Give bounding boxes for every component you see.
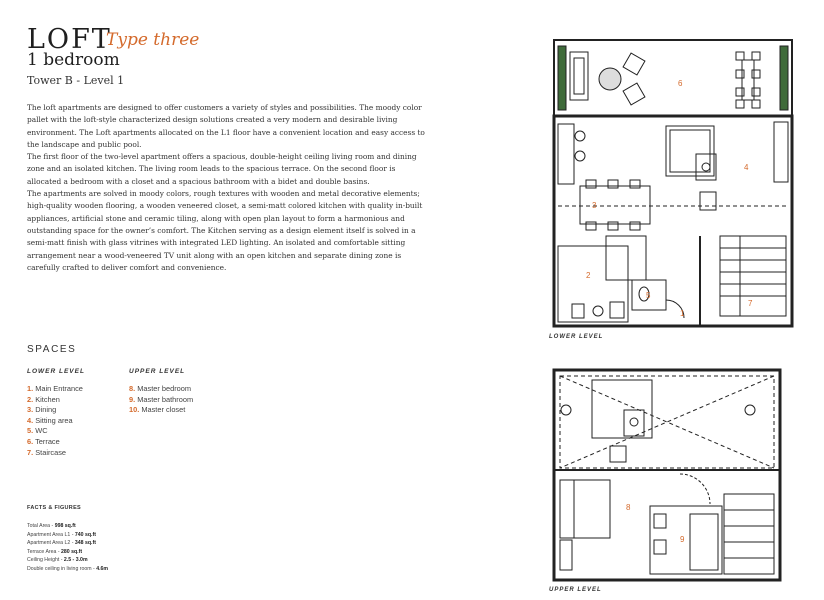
- room-number-6: 6: [678, 79, 683, 88]
- page-title: LOFT: [27, 24, 112, 55]
- list-item: 9. Master bathroom: [129, 394, 194, 404]
- upper-outline: [554, 370, 780, 580]
- room-number-5: 5: [646, 291, 651, 300]
- tower-level: Tower B - Level 1: [27, 74, 125, 87]
- terrace-armchair: [623, 83, 645, 105]
- apartment-outline: [554, 116, 792, 326]
- list-item: Total Area - 998 sq.ft: [27, 523, 76, 529]
- upper-level-heading: UPPER LEVEL: [129, 368, 186, 375]
- spaces-heading: SPACES: [27, 344, 77, 355]
- list-item: 10. Master closet: [129, 405, 186, 415]
- room-number-8: 8: [626, 503, 631, 512]
- lower-level-label: LOWER LEVEL: [549, 334, 604, 340]
- room-number-1: 1: [680, 309, 685, 318]
- bedroom-count: 1 bedroom: [27, 50, 120, 70]
- planter-left: [558, 46, 566, 110]
- room-number-7: 7: [748, 299, 753, 308]
- bed: [560, 480, 610, 538]
- tv-unit: [774, 122, 788, 182]
- terrace-sofa: [570, 52, 588, 100]
- apartment-type: Type three: [106, 30, 200, 50]
- description: [27, 102, 427, 274]
- room-number-3: 3: [592, 201, 597, 210]
- description-paragraph: The loft apartments are designed to offer customers a variety of styles and possibilities. The moody color pallet with the loft-style characterized design solutions created a very modern and desirable living environment. The Loft apartments allocated on the L1 floor have a convenient location and easy access to the landscape and public pool.: [27, 103, 425, 149]
- facts-list: [27, 522, 108, 574]
- planter-right: [780, 46, 788, 110]
- list-item: 5. WC: [27, 426, 48, 436]
- list-item: 7. Staircase: [27, 447, 67, 457]
- room-number-9: 9: [680, 535, 685, 544]
- list-item: Apartment Area L1 - 740 sq.ft: [27, 531, 96, 538]
- list-item: Double ceiling in living room - 4.6m: [27, 565, 109, 572]
- upper-staircase: [724, 494, 774, 574]
- list-item: 6. Terrace: [27, 436, 60, 446]
- bedroom-door: [680, 474, 710, 504]
- closet: [560, 540, 572, 570]
- armchair: [700, 192, 716, 210]
- terrace-armchair: [623, 53, 645, 75]
- list-item: 2. Kitchen: [27, 394, 60, 404]
- room-number-2: 2: [586, 271, 591, 280]
- kitchen-island: [606, 236, 646, 280]
- upper-level-label: UPPER LEVEL: [549, 587, 602, 593]
- list-item: Ceiling Height - 2.5 - 3.0m: [27, 557, 88, 564]
- sofa: [666, 126, 714, 176]
- list-item: Apartment Area L2 - 348 sq.ft: [27, 540, 96, 547]
- upper-spaces-list: [129, 384, 193, 416]
- list-item: 1. Main Entrance: [27, 384, 83, 393]
- list-item: Terrace Area - 280 sq.ft: [27, 548, 83, 555]
- terrace-table: [599, 68, 621, 90]
- list-item: 3. Dining: [27, 405, 57, 415]
- counter: [558, 124, 574, 184]
- lower-level-heading: LOWER LEVEL: [27, 368, 85, 375]
- list-item: 8. Master bedroom: [129, 384, 192, 393]
- lower-spaces-list: [27, 384, 83, 458]
- dining-table: [580, 186, 650, 224]
- list-item: 4. Sitting area: [27, 415, 73, 425]
- room-number-4: 4: [744, 163, 749, 172]
- facts-heading: FACTS & FIGURES: [27, 505, 82, 511]
- description-paragraph: The first floor of the two-level apartment offers a spacious, double-height ceiling living room and dining zone and an isolated kitchen. The living room leads to the spacious terrace. On the second floor is allocated a bedroom with a closet and a spacious bathroom with a bidet and double basins.: [27, 152, 417, 186]
- upper-level-floor-plan: [540, 364, 800, 582]
- shower: [690, 514, 718, 570]
- lower-level-floor-plan: [540, 36, 800, 332]
- sofa-below: [592, 380, 652, 438]
- description-paragraph: The apartments are solved in moody colors, rough textures with wooden and metal decorative elements; high-quality wooden flooring, a wooden veneered closet, a semi-matt colored kitchen with quality in-built appliances, artificial stone and ceramic tiling, along with open plan layout to form a harmonious and outstanding space for the owner’s comfort. The Kitchen serving as a design element itself is solved in a semi-matt finish with glass vitrines with integrated LED lighting. An isolated and comfortable sitting arrangement near a wood-veneered TV unit along with an open kitchen and separate dining zone is carefully crafted to deliver comfort and convenience.: [27, 189, 423, 272]
